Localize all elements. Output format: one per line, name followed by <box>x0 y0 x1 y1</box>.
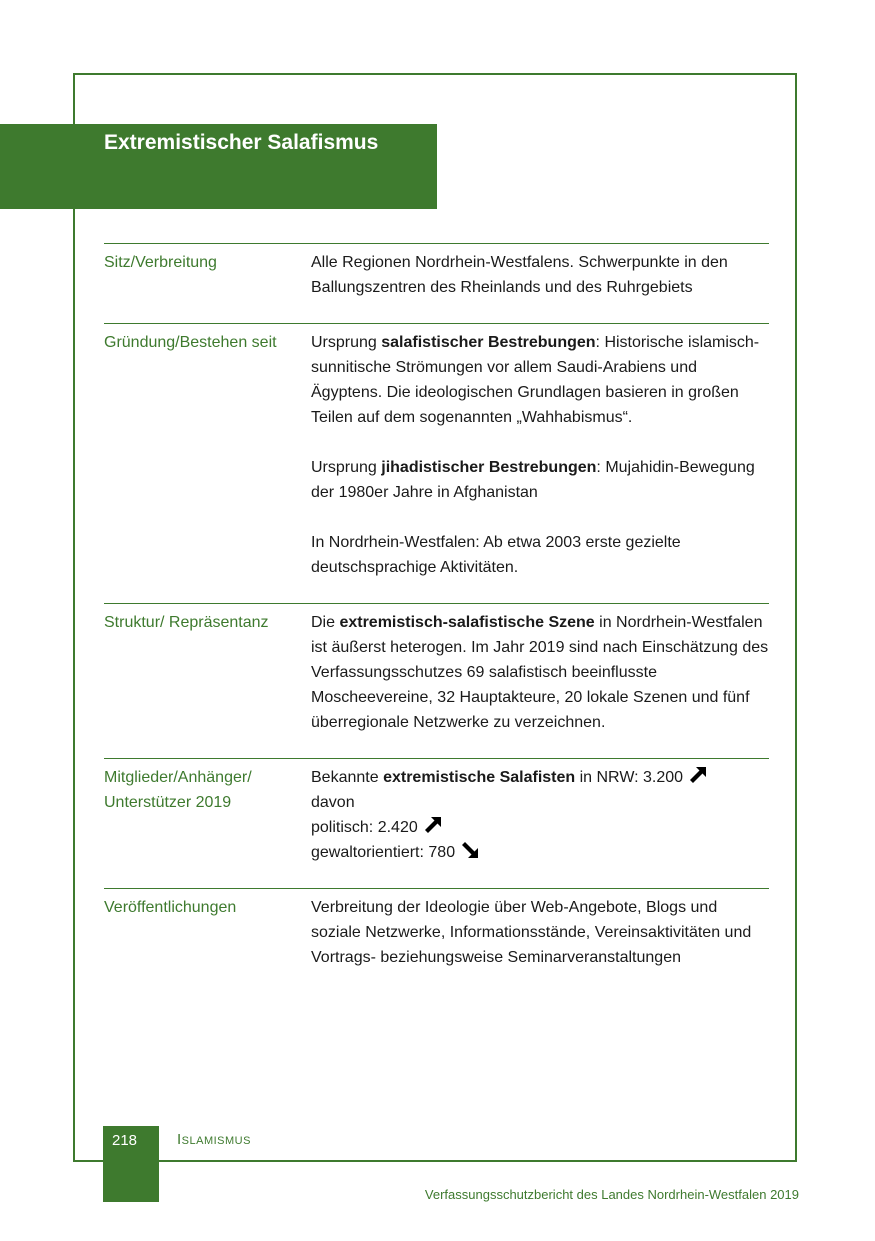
bold-term: extremistische Salafisten <box>383 769 576 786</box>
text-span: Ursprung <box>311 334 382 351</box>
row-label-struktur: Struktur/ Repräsentanz <box>104 614 269 631</box>
fact-table <box>104 243 769 993</box>
row-value-sitz <box>311 250 769 300</box>
page-title: Extremistischer Salafismus <box>104 131 379 154</box>
sitz-text: Alle Regionen Nordrhein-Westfalens. Schwerpunkte in den Ballungszentren des Rheinlands und des Ruhrgebiets <box>311 254 728 296</box>
row-label-gruendung: Gründung/Bestehen seit <box>104 334 277 351</box>
row-value-veroeffentlichungen <box>311 895 769 970</box>
label-line: Mitglieder/Anhänger/ <box>104 769 252 786</box>
row-label-sitz: Sitz/Verbreitung <box>104 254 217 271</box>
bold-term: extremistisch-salafistische Szene <box>339 614 595 631</box>
row-label-veroeffentlichungen: Veröffentlichungen <box>104 899 237 916</box>
row-veroeffentlichungen <box>104 888 769 993</box>
row-value-gruendung <box>311 330 769 580</box>
gruendung-paragraph-3: In Nordrhein-Westfalen: Ab etwa 2003 erste gezielte deutschsprachige Aktivitäten. <box>311 534 681 576</box>
bold-term: jihadistischer Bestrebungen <box>381 459 597 476</box>
label-line: Unterstützer 2019 <box>104 794 232 811</box>
gruendung-paragraph-2 <box>311 455 769 505</box>
text-span: in Nordrhein-Westfalen ist äußerst heterogen. Im Jahr 2019 sind nach Einschätzung des Verfassungsschutzes 69 salafistisch beeinflusste Moscheevereine, 32 Hauptakteure, 20 lokale Szenen und fünf überregionale Netzwerke zu verzeichnen. <box>311 614 769 731</box>
title-band <box>0 124 437 209</box>
text-span: Bekannte <box>311 769 384 786</box>
row-value-struktur <box>311 610 769 735</box>
section-name: Islamismus <box>177 1131 251 1148</box>
text-span: : Mujahidin-Bewegung der 1980er Jahre in Afghanistan <box>311 459 755 501</box>
row-mitglieder <box>104 758 769 888</box>
row-sitz <box>104 243 769 323</box>
members-davon: davon <box>311 794 355 811</box>
text-span: Die <box>311 614 340 631</box>
text-span: in NRW: 3.200 <box>575 769 684 786</box>
page-number: 218 <box>103 1126 159 1202</box>
struktur-text <box>311 610 769 735</box>
veroeffentlichungen-text: Verbreitung der Ideologie über Web-Angebote, Blogs und soziale Netzwerke, Informationsstände, Vereinsaktivitäten und Vortrags- beziehungsweise Seminarveranstaltungen <box>311 899 752 966</box>
members-violent <box>311 840 769 865</box>
gruendung-paragraph-1 <box>311 330 769 430</box>
text-span: politisch: 2.420 <box>311 819 418 836</box>
text-span: Ursprung <box>311 459 382 476</box>
text-span: gewaltorientiert: 780 <box>311 844 456 861</box>
up-arrow-icon <box>689 766 707 784</box>
down-arrow-icon <box>461 841 479 859</box>
members-political <box>311 815 769 840</box>
row-label-mitglieder <box>104 765 311 865</box>
row-value-mitglieder <box>311 765 769 865</box>
bold-term: salafistischer Bestrebungen <box>381 334 596 351</box>
up-arrow-icon <box>424 816 442 834</box>
publication-footer: Verfassungsschutzbericht des Landes Nordrhein-Westfalen 2019 <box>424 1187 799 1202</box>
members-total <box>311 765 769 790</box>
text-span: : Historische islamisch-sunnitische Strömungen vor allem Saudi-Arabiens und Ägyptens. Die ideologischen Grundlagen basieren in großen Teilen auf dem sogenannten „Wahhabismus“. <box>311 334 760 426</box>
row-gruendung <box>104 323 769 603</box>
row-struktur <box>104 603 769 758</box>
